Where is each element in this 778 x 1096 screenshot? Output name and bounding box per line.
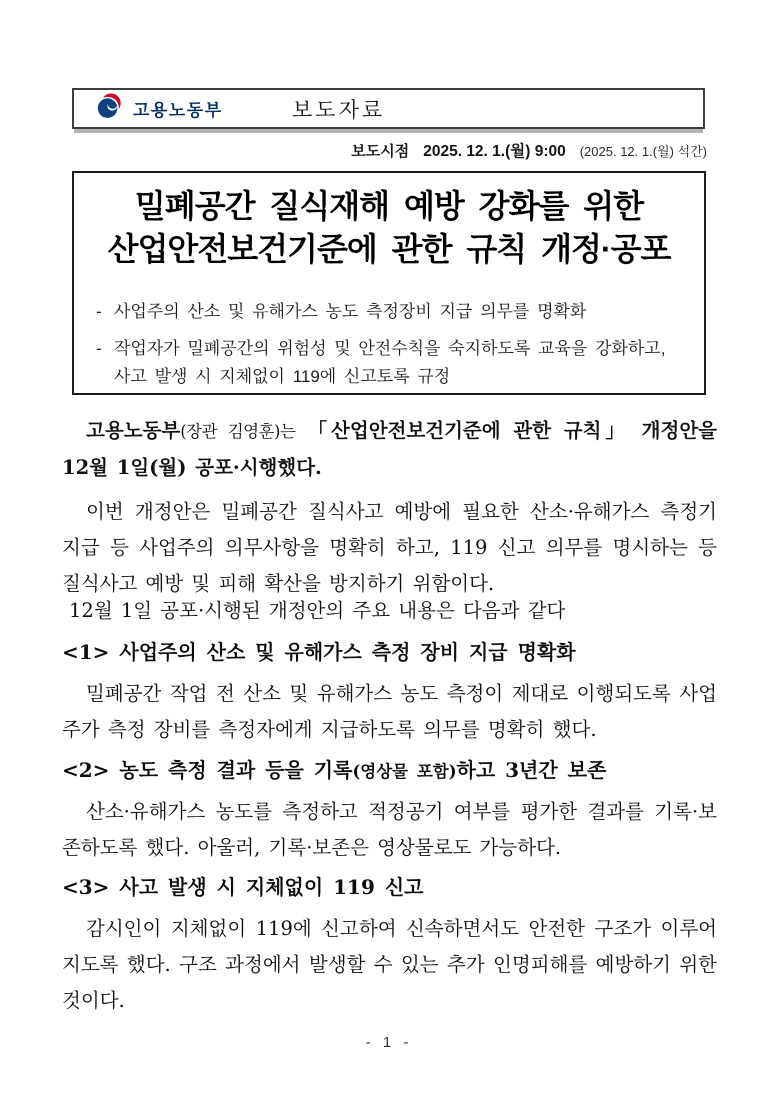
summary-bullet bbox=[96, 298, 682, 326]
headline-line-1: 밀폐공간 질식재해 예방 강화를 위한 bbox=[134, 188, 644, 224]
section-2-heading-post: 하고 3년간 보존 bbox=[456, 758, 607, 782]
section-2-heading-pre: <2> 농도 측정 결과 등을 기록 bbox=[62, 758, 353, 782]
transition-paragraph: 12월 1일 공포·시행된 개정안의 주요 내용은 다음과 같다 bbox=[69, 599, 566, 622]
section-3-heading: <3> 사고 발생 시 지체없이 119 신고 bbox=[62, 875, 424, 899]
section-1-body: 밀폐공간 작업 전 산소 및 유해가스 농도 측정이 제대로 이행되도록 사업주가 측정 장비를 측정자에게 지급하도록 의무를 명확히 했다. bbox=[62, 682, 717, 741]
lead-minister-paren: (장관 김영훈)는 bbox=[180, 422, 296, 441]
section-2-heading bbox=[62, 755, 717, 787]
bullet-dash: - bbox=[96, 339, 102, 358]
section-2-body: 산소·유해가스 농도를 측정하고 적정공기 여부를 평가한 결과를 기록·보존하도록 했다. 아울러, 기록·보존은 영상물로도 가능하다. bbox=[62, 800, 717, 859]
ministry-logo-row bbox=[94, 90, 223, 127]
lead-ministry-bold: 고용노동부 bbox=[86, 419, 181, 442]
summary-bullet-list bbox=[90, 298, 688, 391]
page-number: - 1 - bbox=[365, 1034, 413, 1051]
release-edition: (2025. 12. 1.(월) 석간) bbox=[579, 144, 707, 159]
section-3-body: 감시인이 지체없이 119에 신고하여 신속하면서도 안전한 구조가 이루어지도록 했다. 구조 과정에서 발생할 수 있는 추가 인명피해를 예방하기 위한 것이다. bbox=[62, 917, 717, 1012]
bullet-dash: - bbox=[96, 302, 102, 321]
release-time-line bbox=[72, 139, 707, 161]
bullet-text: 사업주의 산소 및 유해가스 농도 측정장비 지급 의무를 명확화 bbox=[114, 302, 587, 321]
release-datetime: 2025. 12. 1.(월) 9:00 bbox=[423, 143, 566, 160]
government-emblem-icon bbox=[94, 93, 125, 125]
section-2-heading-paren: (영상물 포함) bbox=[352, 762, 457, 781]
lead-paragraph bbox=[62, 413, 717, 486]
headline-line-2: 산업안전보건기준에 관한 규칙 개정·공포 bbox=[107, 231, 671, 267]
headline-box bbox=[72, 171, 706, 395]
purpose-paragraph: 이번 개정안은 밀폐공간 질식사고 예방에 필요한 산소·유해가스 측정기 지급 등 사업주의 의무사항을 명확히 하고, 119 신고 의무를 명시하는 등 질식사고 예방 및 피해 확산을 방지하기 위함이다. bbox=[62, 500, 717, 595]
summary-bullet bbox=[96, 335, 682, 391]
ministry-name: 고용노동부 bbox=[133, 101, 223, 120]
section-1-heading: <1> 사업주의 산소 및 유해가스 측정 장비 지급 명확화 bbox=[62, 640, 576, 664]
lead-rest-bold: 「산업안전보건기준에 관한 규칙」 개정안을 12월 1일(월) 공포·시행했다. bbox=[62, 419, 717, 479]
header-box bbox=[72, 88, 705, 129]
bullet-text: 작업자가 밀폐공간의 위험성 및 안전수칙을 숙지하도록 교육을 강화하고, 사고 발생 시 지체없이 119에 신고토록 규정 bbox=[114, 339, 666, 386]
document-type-label: 보도자료 bbox=[292, 97, 386, 122]
release-time-label: 보도시점 bbox=[351, 143, 410, 160]
